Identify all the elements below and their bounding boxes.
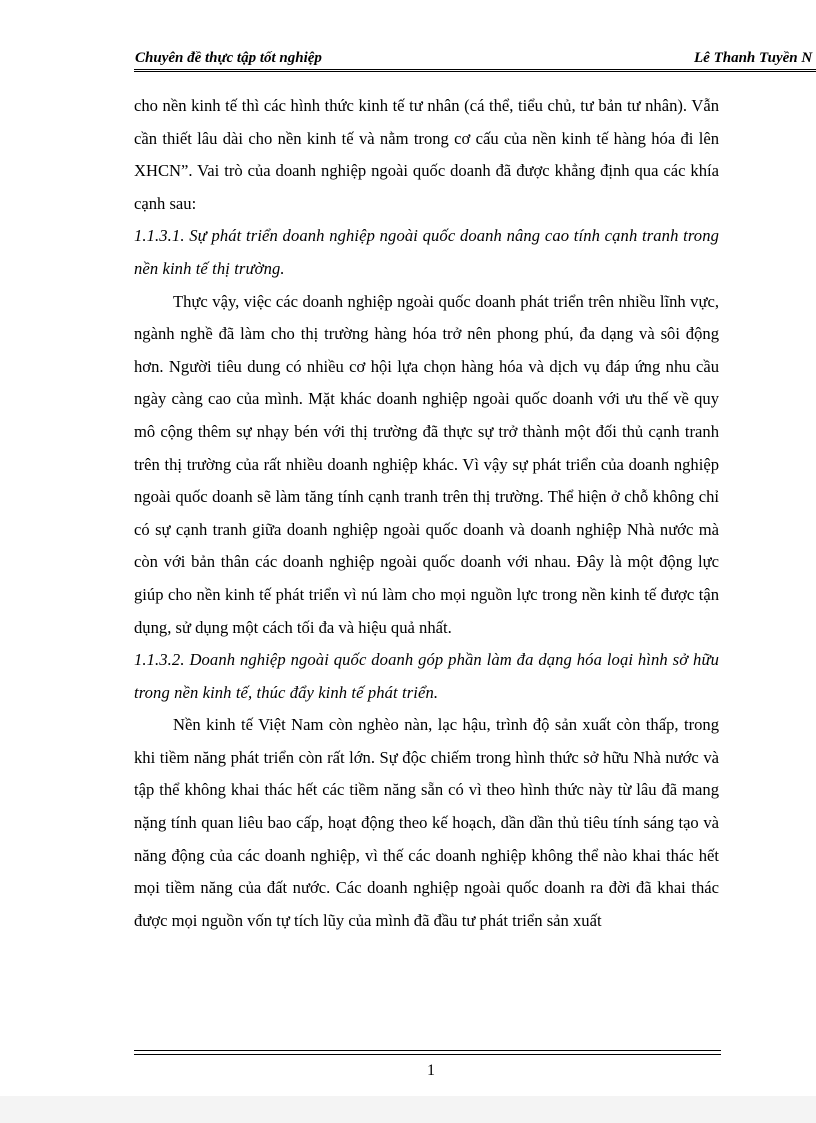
paragraph-ownership: Nền kinh tế Việt Nam còn nghèo nàn, lạc hậu, trình độ sản xuất còn thấp, trong khi tiềm năng phát triển còn rất lớn. Sự độc chiếm trong hình thức sở hữu Nhà nước và tập thể không khai thác hết các tiềm năng sẵn có vì theo hình thức này từ lâu đã mang nặng tính quan liêu bao cấp, hoạt động theo kế hoạch, dần dần thủ tiêu tính sáng tạo và năng động của các doanh nghiệp, vì thế các doanh nghiệp không thể nào khai thác hết mọi tiềm năng của đất nước. Các doanh nghiệp ngoài quốc doanh ra đời đã khai thác được mọi nguồn vốn tự tích lũy của mình đã đầu tư phát triển sản xuất — [134, 715, 719, 930]
page-header — [134, 49, 816, 72]
page-number: 1 — [427, 1062, 435, 1079]
header-author-name: Lê Thanh Tuyền N — [694, 50, 813, 66]
section-heading-1-1-3-2: 1.1.3.2. Doanh nghiệp ngoài quốc doanh góp phần làm đa dạng hóa loại hình sở hữu trong nền kinh tế, thúc đẩy kinh tế phát triển. — [134, 650, 719, 702]
header-document-title: Chuyên đề thực tập tốt nghiệp — [135, 50, 322, 66]
footer-divider — [134, 1050, 721, 1055]
section-heading-1-1-3-1: 1.1.3.1. Sự phát triển doanh nghiệp ngoài quốc doanh nâng cao tính cạnh tranh trong nền kinh tế thị trường. — [134, 226, 719, 278]
page-content — [134, 90, 719, 937]
paragraph-continued: cho nền kinh tế thì các hình thức kinh tế tư nhân (cá thể, tiểu chủ, tư bản tư nhân). Vẫn cần thiết lâu dài cho nền kinh tế và nằm trong cơ cấu của nền kinh tế hàng hóa đi lên XHCN”. Vai trò của doanh nghiệp ngoài quốc doanh đã được khẳng định qua các khía cạnh sau: — [134, 96, 719, 213]
paragraph-competition: Thực vậy, việc các doanh nghiệp ngoài quốc doanh phát triển trên nhiều lĩnh vực, ngành nghề đã làm cho thị trường hàng hóa trở nên phong phú, đa dạng và sôi động hơn. Người tiêu dung có nhiều cơ hội lựa chọn hàng hóa và dịch vụ đáp ứng nhu cầu ngày càng cao của mình. Mặt khác doanh nghiệp ngoài quốc doanh với ưu thế về quy mô cộng thêm sự nhạy bén với thị trường đã thực sự trở thành một đối thủ cạnh tranh trên thị trường của rất nhiều doanh nghiệp khác. Vì vậy sự phát triển của doanh nghiệp ngoài quốc doanh sẽ làm tăng tính cạnh tranh trên thị trường. Thể hiện ở chỗ không chỉ có sự cạnh tranh giữa doanh nghiệp ngoài quốc doanh và doanh nghiệp Nhà nước mà còn với bản thân các doanh nghiệp ngoài quốc doanh với nhau. Đây là một động lực giúp cho nền kinh tế phát triển vì nú làm cho mọi nguồn lực trong nền kinh tế được tận dụng, sử dụng một cách tối đa và hiệu quả nhất. — [134, 291, 719, 637]
page-bottom-margin — [0, 1096, 816, 1123]
